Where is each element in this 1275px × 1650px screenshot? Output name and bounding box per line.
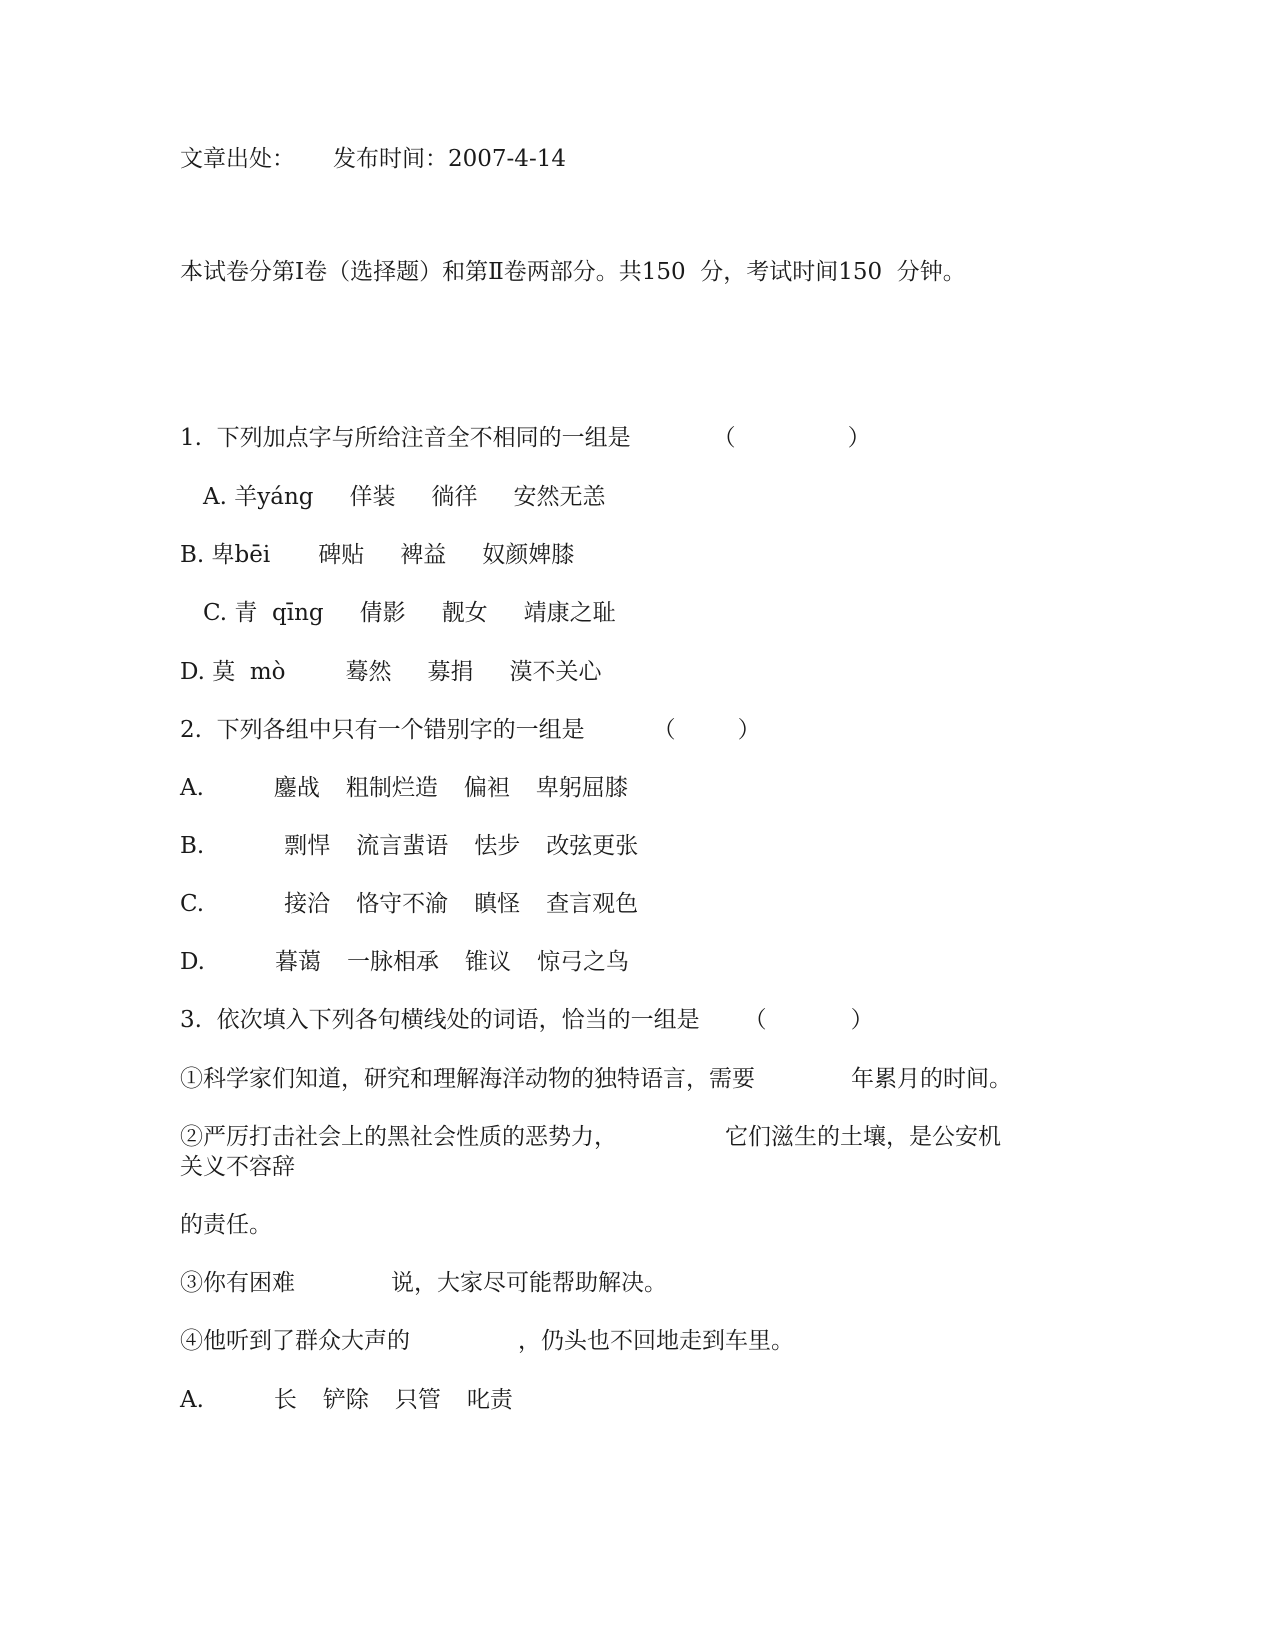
q1-stem: 1. 下列加点字与所给注音全不相同的一组是	[180, 425, 631, 451]
q2-option-a: A. 鏖战 粗制烂造 偏袒 卑躬屈膝	[180, 775, 628, 801]
q3-stem-line	[180, 1009, 874, 1032]
publish-date: 2007-4-14	[448, 146, 566, 172]
q2-stem: 2. 下列各组中只有一个错别字的一组是	[180, 717, 585, 743]
q2-stem-line	[180, 719, 761, 742]
q1-paren-open: （	[712, 425, 736, 451]
q1-option-b: B. 卑bēi 碑贴 裨益 奴颜婢膝	[180, 542, 575, 568]
q1-paren-close: ）	[847, 425, 871, 451]
q2-paren-open: （	[652, 717, 676, 743]
q1-option-a: A. 羊yáng 佯装 徜徉 安然无恙	[203, 484, 606, 510]
source-label: 文章出处：	[180, 146, 295, 172]
exam-intro: 本试卷分第Ⅰ卷（选择题）和第Ⅱ卷两部分。共150 分，考试时间150 分钟。	[180, 259, 966, 285]
q3-paren-open: （	[743, 1007, 767, 1033]
meta-line	[180, 148, 566, 171]
publish-label: 发布时间：	[333, 146, 448, 172]
q2-option-b: B. 剽悍 流言蜚语 怯步 改弦更张	[180, 833, 639, 859]
q3-sentence-1: ①科学家们知道，研究和理解海洋动物的独特语言，需要 年累月的时间。	[180, 1066, 1012, 1092]
q3-sentence-2-cont: 关义不容辞	[180, 1154, 295, 1180]
q2-option-c: C. 接洽 恪守不渝 瞋怪 查言观色	[180, 891, 639, 917]
q1-stem-line	[180, 427, 871, 450]
q3-sentence-4: ④他听到了群众大声的 ，仍头也不回地走到车里。	[180, 1328, 794, 1354]
q1-option-c: C. 青 qīng 倩影 靓女 靖康之耻	[203, 600, 616, 626]
q3-option-a: A. 长 铲除 只管 叱责	[180, 1387, 513, 1413]
q3-sentence-2-end: 的责任。	[180, 1212, 272, 1238]
q1-option-d: D. 莫 mò 蓦然 募捐 漠不关心	[180, 659, 602, 685]
q2-paren-close: ）	[737, 717, 761, 743]
q3-sentence-2: ②严厉打击社会上的黑社会性质的恶势力， 它们滋生的土壤，是公安机	[180, 1124, 1001, 1150]
q3-sentence-3: ③你有困难 说，大家尽可能帮助解决。	[180, 1270, 667, 1296]
q3-stem: 3. 依次填入下列各句横线处的词语，恰当的一组是	[180, 1007, 700, 1033]
q3-paren-close: ）	[850, 1007, 874, 1033]
q2-option-d: D. 暮蔼 一脉相承 锥议 惊弓之鸟	[180, 949, 629, 975]
